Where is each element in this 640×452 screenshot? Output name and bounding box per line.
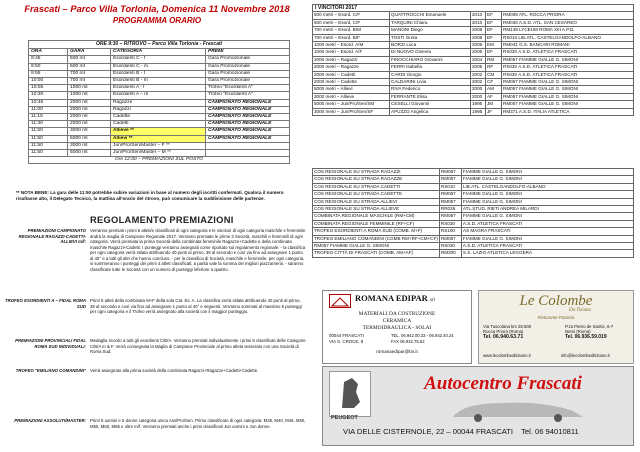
program-cell: Jun/Pro/Sen/Master – F ** [111,142,206,149]
team-winner-cell: A.S.D. ATLETICA FRASCATI [461,220,633,227]
winner-cell: 3000 metri – Allieve [313,93,390,100]
winner-cell: 2000 [471,93,486,100]
colombe-email: info@lecolombeditiziano.it [561,353,610,358]
winner-cell: EF [486,27,502,34]
winner-cell: RM057 FIAMME GIALLE G. SIMONI [502,86,634,93]
edipar-line2: CERAMICA [382,317,412,324]
program-cell: Ragazze [111,99,206,106]
winner-cell: RM030 A.S.D. ATL. SAN CESAREO [502,19,634,26]
program-row [29,150,290,157]
winner-cell: EF [486,12,502,19]
team-winner-cell: A.S.D. ATLETICA FRASCATI [461,243,633,250]
program-cell: 10:05 [29,85,68,92]
program-cell: Trofeo "Esordienti A" [206,85,290,92]
program-cell: Gara Promozionale [206,63,290,70]
team-winner-row [313,183,634,190]
program-cell: 11:50 [29,128,68,135]
program-cell: 9:50 [29,63,68,70]
reg-label-regionale: PREMIAZIONI CAMPIONATO REGIONALE RAGAZZI-CADETTI-ALLIEVI m/f: [18,228,86,244]
winner-cell: RIVA Federico [390,86,471,93]
winner-cell: 2002 [471,71,486,78]
program-cell: Cadette [111,114,206,121]
winner-cell: CESELLI Giovanni [390,101,471,108]
program-cell: Esordienti C - f [111,56,206,63]
edipar-ad [322,290,472,364]
program-cell: Trofeo "Esordienti A" [206,92,290,99]
colombe-addr4: Nemi (Roma) [565,329,591,335]
reg-label-esordienti: TROFEO ESORDIENTI A – FIDAL ROMA SUD [4,298,86,309]
program-row [29,85,290,92]
team-winner-cell: COS REGIONALE SU STRADA RAGAZZI [313,169,440,176]
team-winner-cell: COS REGIONALE SU STRADA CADETTE [313,191,440,198]
program-cell: 1000 mt [68,92,111,99]
winner-cell: 2008 [471,34,486,41]
winner-row [313,86,634,93]
team-winner-cell: COMBINATA REGIONALE FEMMINILE (RF+CF) [313,220,440,227]
winner-cell: 500 metri – Esord. C/F [313,19,390,26]
program-row [29,114,290,121]
program-cell: 9:45 [29,56,68,63]
winner-cell: CARDI Giorgio [390,71,471,78]
program-row [29,135,290,142]
program-row [29,92,290,99]
program-cell: Esordienti B - m [111,78,206,85]
winner-row [313,34,634,41]
winner-cell: EF [486,34,502,41]
team-winner-cell: RS010 [439,183,461,190]
team-winner-cell: RM057 [439,191,461,198]
program-cell: Allieve ** [111,128,206,135]
winner-cell: 2000 metri – Cadette [313,79,390,86]
program-cell: 10:00 [29,78,68,85]
program-cell: CAMPIONATO REGIONALE [206,128,290,135]
winner-cell: 1000 metri – Esord. A/F [313,49,390,56]
col-categoria: CATEGORIA [111,49,206,56]
program-cell: 11:00 [29,106,68,113]
edipar-city: 00044 FRASCATI [329,333,364,338]
winner-cell: AM [486,86,502,93]
peugeot-lion-icon [329,371,371,417]
program-rows [29,56,290,157]
edipar-tel: TEL. 06.942.00.33 - 06.942.40.24 [391,333,454,338]
colombe-addr3: P.za Pietro de Santis, 6-7 [565,324,614,329]
team-winner-cell: S.S. LAZIO ATLETICA LEGGERA [461,250,633,257]
program-cell: 2000 mt [68,106,111,113]
edipar-email: romanaedipar@tin.it [376,349,418,354]
team-winner-cell: RR026 [439,206,461,213]
program-cell: Cadetti [111,121,206,128]
autocentro-title: Autocentro Frascati [424,373,582,394]
program-cell: CAMPIONATO REGIONALE [206,121,290,128]
team-winner-row [313,176,634,183]
colombe-web: www.lecolombeditiziano.it [483,353,531,358]
winner-cell: EF [486,19,502,26]
team-winner-cell: RS100 [439,228,461,235]
program-cell [206,150,290,157]
team-winner-cell: FIAMME GIALLE G. SIMONI [461,198,633,205]
program-cell: 11:50 [29,150,68,157]
team-winner-cell: RM057 [439,235,461,242]
program-subtitle: PROGRAMMA ORARIO [112,16,202,25]
winner-cell: DI NUOVO Ginevra [390,49,471,56]
winner-cell: RS030 A.S.D. ATLETICA FRASCATI [502,49,634,56]
winner-cell: TOSTI Greta [390,34,471,41]
winners-title: I VINCITORI 2017 [312,4,634,11]
car-silhouette-icon [443,397,593,423]
winner-cell: 2000 metri – Ragazze [313,64,390,71]
reg-label-provinciali: PREMIAZIONI PROVINCIALI FIDAL ROMA SUD INDIVIDUALI: [15,338,86,349]
colombe-tel2: Tel. 06.936.59.019 [565,333,607,340]
team-winner-row [313,213,634,220]
team-winner-cell: COMBINATA REGIONALE MASCHILE (RM+CM) [313,213,440,220]
team-winner-cell: ATL.STUD. RIETI ANDREA MILARDI [461,206,633,213]
edipar-line3: TERMOIDRAULICA - SOLAI [362,324,432,331]
program-caption: ORE 9:30 – RITROVO – Parco Villa Torlonia - Frascati [28,40,290,48]
winner-cell: 2004 [471,56,486,63]
program-cell: 3000 mt [68,128,111,135]
team-winners-rows [313,169,634,258]
winner-cell: 5000 metri – Jun/Pro/Sen/SM [313,101,390,108]
program-cell: Gara Promozionale [206,70,290,77]
col-gara: GARA [68,49,111,56]
program-cell: 11:50 [29,135,68,142]
team-winner-cell: RS030 [439,243,461,250]
team-winner-cell: TROFEO ESORDIENTI A ROMA SUD (COMB. M+F) [313,228,440,235]
team-winner-cell: AS MAGRA FRASCATI [461,228,633,235]
winner-cell: 2010 [471,12,486,19]
program-cell: 11:50 [29,142,68,149]
winner-row [313,19,634,26]
edipar-address: VIA S. CROCE, 8 [329,338,364,344]
team-winner-row [313,250,634,257]
edipar-fax: FAX 06.942.75.52 [391,338,425,344]
program-cell [206,142,290,149]
winner-cell: FERRI Isabella [390,64,471,71]
program-table [28,40,290,164]
winner-cell: EM [486,42,502,49]
winner-cell: JF [486,108,502,115]
colombe-by: Da Tiziano [569,308,592,313]
autocentro-address: VIA DELLE CISTERNOLE, 22 – 00044 FRASCATI [343,427,513,436]
winner-cell: EF [486,49,502,56]
winner-cell: 1995 [471,101,486,108]
winner-cell: QUATTROCCHI Emanuele [390,12,471,19]
program-cell: 2000 mt [68,114,111,121]
edipar-logo-icon [329,294,351,308]
program-footer: Ore 12:00 – PREMIAZIONI SUL POSTO [29,157,290,164]
winner-cell: APUZZO Angelica [390,108,471,115]
reg-text-esordienti: Primi 5 atleti della combinata M+F della sola Cat. Es. A. La classifica verrà stilata attribuendo 40 punti al primo, 39 al secondo e così via fino ad assegnare 1 punto al 40° e seguenti. Verranno sommati al massimo 5 punteggi per ogni categoria e il Trofeo verrà assegnato alla società con il maggior punteggio. [90,298,302,314]
program-cell: 11:30 [29,121,68,128]
winners-rows [313,12,634,116]
winner-cell: 700 metri – Esord. B/M [313,27,390,34]
program-row [29,56,290,63]
reg-text-regionale: Verranno premiati i primi 6 atleti/e classificati di ogni categoria e le vincitori di ogni categoria maschile e femminile andrà la maglia di Campione Regionale 2017. Verranno premiate le prime 3 Società, maschili e femminili di ogni categoria. Verrà premiata la prima Società della combinata femminile Ragazze+Cadette e della combinata maschile Ragazzi+Cadetti. I punteggi verranno assegnati come riportato sul regolamento regionale. - la classifica per ogni categoria verrà stilata attribuendo 40 punti al primo, 39 al secondo e così via fino ad assegnare 1 punto al 40° e a tutti gli altri che hanno concluso. - per la classifica di Società, maschile e femminile, per ogni categoria, si sommeranno i punteggi dei primi 4 atleti classificati; a parità vale la somma dei migliori piazzamenti. - saranno classificate tutte le Società con un numero di punteggi inferiore a quattro. [90,228,306,272]
winner-cell: 2000 metri – Cadetti [313,71,390,78]
winner-cell: TARQUINI Chiara [390,19,471,26]
edipar-brand: ROMANA EDIPAR [355,293,428,303]
team-winner-row [313,220,634,227]
team-winner-cell: FIAMME GIALLE G. SIMONI [461,176,633,183]
winner-cell: 700 metri – Esord. B/F [313,34,390,41]
team-winners-table [312,168,634,258]
winner-cell: FINOCCHIARO Giovanni [390,56,471,63]
winner-row [313,79,634,86]
team-winner-cell: RM057 FIAMME GIALLE G. SIMONI [313,243,440,250]
winner-row [313,93,634,100]
program-cell: 5000 mt [68,150,111,157]
winner-cell: FERRANTE Elisa [390,93,471,100]
team-winner-row [313,206,634,213]
reg-label-assoluti: PREMIAZIONI ASSOLUTI/MASTER: [14,418,86,423]
winner-cell: RM057 FIAMME GIALLE G. SIMONI [502,79,634,86]
winner-cell: RF [486,64,502,71]
program-cell: 10:30 [29,92,68,99]
team-winner-cell: RM200 [439,250,461,257]
winner-row [313,49,634,56]
winner-cell: MANONI Diego [390,27,471,34]
team-winner-cell: RS030 [439,220,461,227]
program-cell: Allievi ** [111,135,206,142]
winner-cell: RS030 A.S.D. ATLETICA FRASCATI [502,64,634,71]
winner-cell: 500 metri – Esord. C/F [313,12,390,19]
winner-cell: RM [486,56,502,63]
team-winner-cell: FIAMME GIALLE G. SIMONI [461,191,633,198]
program-cell: Jun/Pro/Sen/Master – M ** [111,150,206,157]
team-winner-row [313,198,634,205]
program-row [29,99,290,106]
reg-label-comandini: TROFEO "EMILIANO COMANDINI" [15,368,86,373]
program-cell: Ragazzi [111,106,206,113]
team-winner-cell: RM057 [439,176,461,183]
event-header [22,4,292,26]
winner-cell: RM057 FIAMME GIALLE G. SIMONI [502,101,634,108]
winner-row [313,27,634,34]
winner-cell: CM [486,71,502,78]
team-winner-cell: COS REGIONALE SU STRADA CADETTI [313,183,440,190]
winner-cell: 2008 [471,27,486,34]
winner-row [313,56,634,63]
program-cell: Esordienti A - f [111,85,206,92]
program-row [29,121,290,128]
program-row [29,142,290,149]
program-cell: 3000 mt [68,142,111,149]
program-cell: CAMPIONATO REGIONALE [206,106,290,113]
colombe-addr1: Via Tuscolana km 28.500 [483,324,532,329]
winner-row [313,101,634,108]
winner-cell: CF [486,79,502,86]
team-winner-cell: TROFEO EMILIANO COMANDINI (COMB RM+RF+CM+CF) [314,235,438,241]
winner-row [313,108,634,115]
program-cell: 700 mt [68,78,111,85]
note-bene: ** NOTA BENE: La gara delle 11:50 potrebbe subire variazioni in base al numero degli iscritti confermati. Qualora il numero risultasse alto, il Delegato Tecnico, la mattina all'orario del ritrovo, può comunicare la suddivisione delle partenze. [16,190,284,202]
colombe-tel1: Tel. 06.940.63.71 [483,333,524,340]
colombe-title: Le Colombe [519,293,593,309]
winner-cell: BORZI Luca [390,42,471,49]
program-cell: CAMPIONATO REGIONALE [206,135,290,142]
program-cell: 9:55 [29,70,68,77]
program-cell: Gara Promozionale [206,56,290,63]
team-winner-cell: LIB.ATL. CASTELGANDOLFO-ALBANO [461,183,633,190]
reg-text-comandini: Verrà assegnato alla prima società della combinata Ragazzi+Ragazze+Cadetti+Cadette. [90,368,259,373]
team-winner-cell: FIAMME GIALLE G. SIMONI [461,169,633,176]
program-cell: Esordienti B - f [111,70,206,77]
program-cell: 11:15 [29,114,68,121]
winner-cell: 2006 [471,49,486,56]
winner-cell: AF [486,93,502,100]
team-winner-cell: RM057 [439,169,461,176]
autocentro-tel: Tel. 06 94010811 [521,427,579,436]
winner-cell: RM371 A.S.D. ITALIA ATLETICA [502,108,634,115]
team-winner-cell: RM057 [439,213,461,220]
team-winner-cell: FIAMME GIALLE G. SIMONI [461,213,633,220]
event-title: Frascati – Parco Villa Torlonia, Domenica 11 Novembre 2018 [24,4,290,14]
winner-cell: RM009 ATL. ROCCA PRIORA [502,12,634,19]
winner-cell: 2000 [471,86,486,93]
team-winner-row [313,228,634,235]
program-cell: 500 mt [68,63,111,70]
program-row [29,78,290,85]
team-winner-cell: COS REGIONALE SU STRADA ALLIEVE [313,206,440,213]
program-cell: Gara Promozionale [206,78,290,85]
program-cell: 5000 mt [68,135,111,142]
program-cell: CAMPIONATO REGIONALE [206,114,290,121]
winner-cell: RM041 G.S. BANCARI ROMANI [502,42,634,49]
edipar-line1: MATERIALI DA COSTRUZIONE [358,311,436,317]
program-cell: 500 mt [68,56,111,63]
col-premi: PREMI [206,49,290,56]
winner-cell: 2002 [471,79,486,86]
team-winner-row [313,191,634,198]
colombe-addr2: Rocca Priora (Roma) [483,329,524,335]
winner-row [313,64,634,71]
winner-row [313,71,634,78]
peugeot-brand: PEUGEOT [331,415,358,421]
regolamento-title: REGOLAMENTO PREMIAZIONI [90,215,234,225]
program-cell: 1000 mt [68,85,111,92]
winners-table [312,4,634,116]
winner-cell: 2006 [471,42,486,49]
program-row [29,106,290,113]
winner-cell: 2000 metri – Ragazzi [313,56,390,63]
winner-cell: RM148 LYCEUM ROMA XIII A.P.D. [502,27,634,34]
program-row [29,128,290,135]
winner-row [313,12,634,19]
winner-cell: 1995 [471,108,486,115]
program-cell: 2000 mt [68,99,111,106]
winner-cell: 3000 metri – Jun/Pro/Sen/SF [313,108,390,115]
winner-cell: 5000 metri – Allievi [313,86,390,93]
program-cell: Esordienti A – m [111,92,206,99]
colombe-ad [478,290,634,364]
winner-cell: RS030 A.S.D. ATLETICA FRASCATI [502,71,634,78]
winner-cell: RM057 FIAMME GIALLE G. SIMONI [502,56,634,63]
autocentro-ad [322,366,634,446]
program-row [29,63,290,70]
program-cell: 10:45 [29,99,68,106]
team-winner-cell: RM057 [439,198,461,205]
winner-cell: 1000 metri – Esord. A/M [313,42,390,49]
team-winner-cell: COS REGIONALE SU STRADA RAGAZZE [313,176,440,183]
winner-cell: CALDARINI Livia [390,79,471,86]
winner-cell: 2010 [471,19,486,26]
team-winner-cell: COS REGIONALE SU STRADA ALLIEVI [313,198,440,205]
winner-cell: RM057 FIAMME GIALLE G. SIMONI [502,93,634,100]
winner-cell: RS010 LIB.ATL. CASTELGANDOLFO-ALBANO [502,34,634,41]
colombe-tagline: Ristorante Pizzeria [537,315,575,320]
team-winner-row [313,235,634,242]
team-winner-row [313,243,634,250]
program-cell: Esordienti C - m [111,63,206,70]
program-cell: 700 mt [68,70,111,77]
col-ora: ORA [29,49,68,56]
reg-text-provinciali: Medaglia ricordo a tutti gli esordienti C/B/A. Verranno premiati individualmente i primi 6 classificati delle Categorie C/B/A m & F. Verrà consegnata la Maglia di Campione Provinciale al primo atleta tesserato con una Società di Roma Sud. [90,338,306,354]
program-row [29,70,290,77]
team-winner-row [313,169,634,176]
program-cell: CAMPIONATO REGIONALE [206,99,290,106]
team-winner-cell: FIAMME GIALLE G. SIMONI [461,235,633,242]
team-winner-cell: TROFEO CITTÀ DI FRASCATI (COMB. AM+AF) [313,250,440,257]
program-cell: 2000 mt [68,121,111,128]
edipar-srl: srl [429,298,435,303]
winner-cell: 2005 [471,64,486,71]
winner-cell: JM [486,101,502,108]
reg-text-assoluti: Primi 5 uomini e 5 donne categoria unica Ass/Pro/Sen. Primo classificato di ogni categoria: M35, M40, M45, M50, M55, M60, M65 e oltre m/f. Verranno premiati anche i primi classificati Jun uomini e Jun donne. [90,418,306,429]
winner-row [313,42,634,49]
